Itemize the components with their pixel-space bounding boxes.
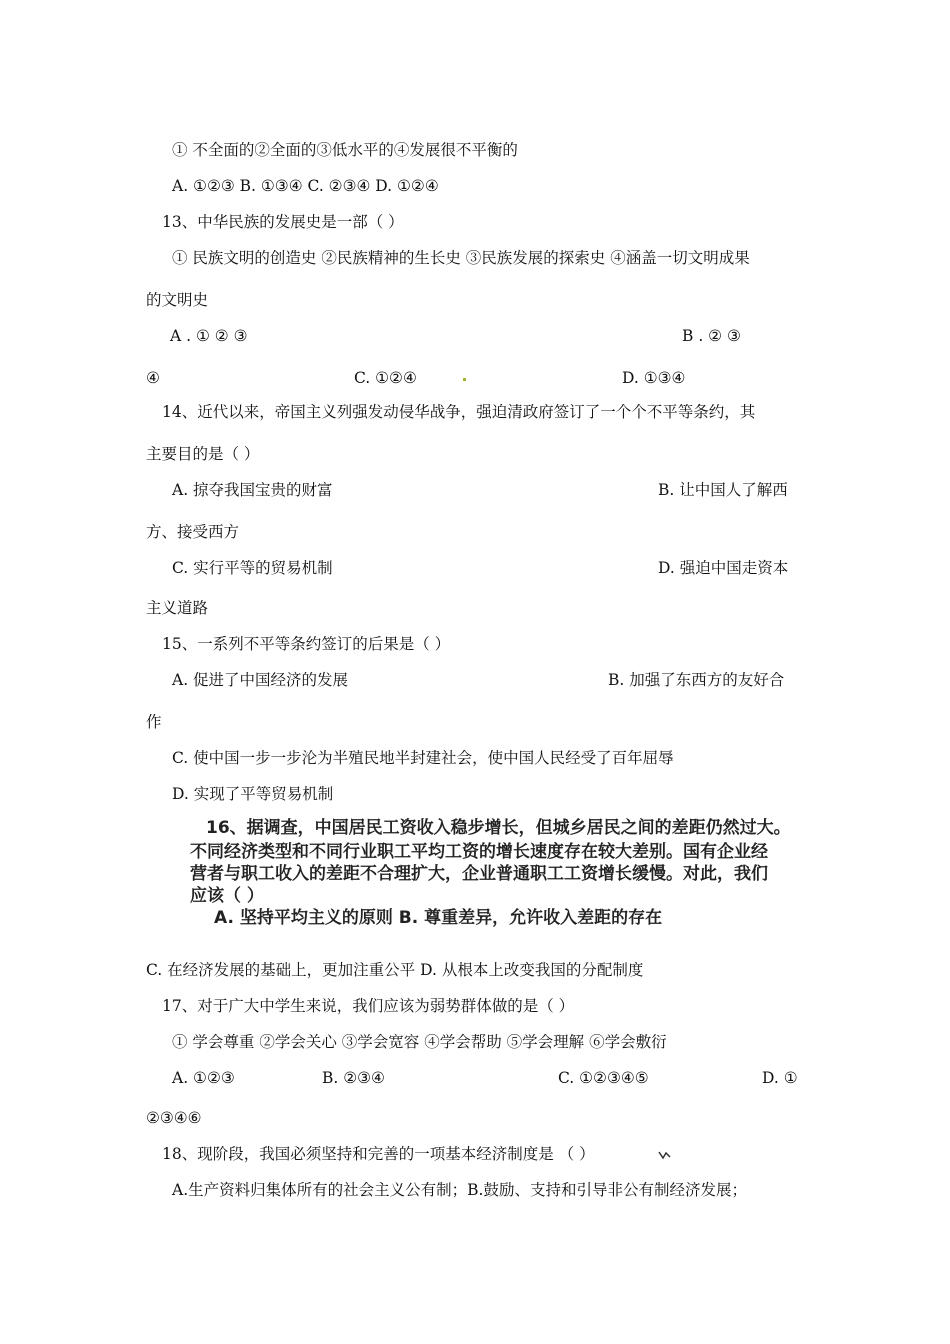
- q17-options-line: ① 学会尊重 ②学会关心 ③学会宽容 ④学会帮助 ⑤学会理解 ⑥学会敷衍: [172, 1033, 667, 1051]
- q13-options-cont: 的文明史: [146, 291, 209, 309]
- q14-stem-cont: 主要目的是（ ）: [146, 445, 260, 463]
- q13-choice-c: C. ①②④: [354, 369, 417, 387]
- q15-choice-c: C. 使中国一步一步沦为半殖民地半封建社会，使中国人民经受了百年屈辱: [172, 749, 674, 767]
- stray-dot: [463, 378, 466, 381]
- q17-stem: 17、对于广大中学生来说，我们应该为弱势群体做的是（ ）: [162, 997, 575, 1015]
- q12-options-line: ① 不全面的②全面的③低水平的④发展很不平衡的: [172, 141, 518, 159]
- q14-choice-d: D. 强迫中国走资本: [658, 559, 789, 577]
- q14-choice-b: B. 让中国人了解西: [658, 481, 788, 499]
- q14-choice-c: C. 实行平等的贸易机制: [172, 559, 333, 577]
- q16-stem-line3: 营者与职工收入的差距不合理扩大，企业普通职工工资增长缓慢。对此，我们: [190, 864, 768, 884]
- q15-choice-a: A. 促进了中国经济的发展: [172, 671, 349, 689]
- q16-stem-line1: 16、据调查，中国居民工资收入稳步增长，但城乡居民之间的差距仍然过大。: [206, 818, 791, 838]
- q14-choice-a: A. 掠夺我国宝贵的财富: [172, 481, 333, 499]
- q13-choice-b: B . ② ③: [682, 327, 741, 345]
- q13-stem: 13、中华民族的发展史是一部（ ）: [162, 213, 404, 231]
- scribble-mark-icon: [658, 1150, 672, 1160]
- q13-choice-d: D. ①③④: [622, 369, 686, 387]
- q16-choices-cd: C. 在经济发展的基础上，更加注重公平 D. 从根本上改变我国的分配制度: [146, 961, 644, 979]
- q14-choice-b-cont: 方、接受西方: [146, 523, 240, 541]
- q18-choices-ab: A.生产资料归集体所有的社会主义公有制；B.鼓励、支持和引导非公有制经济发展；: [172, 1181, 747, 1199]
- q17-choice-d: D. ①: [762, 1069, 798, 1087]
- q17-choice-d-cont: ②③④⑥: [146, 1109, 202, 1127]
- q17-choice-a: A. ①②③: [172, 1069, 235, 1087]
- q17-choice-b: B. ②③④: [322, 1069, 385, 1087]
- q16-stem-line4: 应该（ ）: [190, 886, 264, 906]
- q13-choice-b-cont: ④: [146, 369, 160, 387]
- q16-stem-line2: 不同经济类型和不同行业职工平均工资的增长速度存在较大差别。国有企业经: [190, 842, 768, 862]
- q18-stem: 18、现阶段，我国必须坚持和完善的一项基本经济制度是 （ ）: [162, 1145, 595, 1163]
- q15-stem: 15、一系列不平等条约签订的后果是（ ）: [162, 635, 451, 653]
- q17-choice-c: C. ①②③④⑤: [558, 1069, 649, 1087]
- q13-choice-a: A . ① ② ③: [170, 327, 248, 345]
- q14-choice-d-cont: 主义道路: [146, 599, 209, 617]
- q13-options-line: ① 民族文明的创造史 ②民族精神的生长史 ③民族发展的探索史 ④涵盖一切文明成果: [172, 249, 750, 267]
- q15-choice-b-cont: 作: [146, 713, 162, 731]
- q15-choice-d: D. 实现了平等贸易机制: [172, 785, 334, 803]
- q14-stem: 14、近代以来，帝国主义列强发动侵华战争，强迫清政府签订了一个个不平等条约，其: [162, 403, 756, 421]
- q16-choices-ab: A. 坚持平均主义的原则 B. 尊重差异，允许收入差距的存在: [214, 908, 663, 928]
- q15-choice-b: B. 加强了东西方的友好合: [608, 671, 785, 689]
- q12-choices: A. ①②③ B. ①③④ C. ②③④ D. ①②④: [172, 177, 439, 195]
